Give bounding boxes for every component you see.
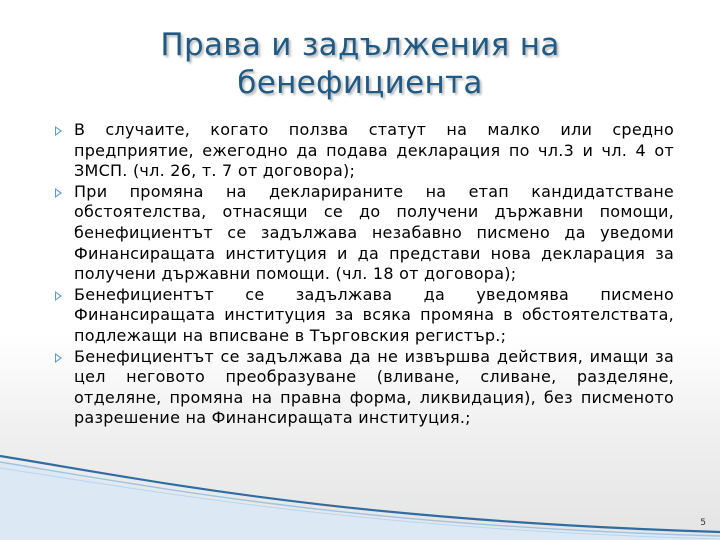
bullet-text: В случаите, когато ползва статут на малко или средно предприятие, ежегодно да подава декларация по чл.3 и чл. 4 от ЗМСП. (чл. 26, т. 7 от договора); bbox=[74, 120, 674, 181]
bullet-arrow-icon bbox=[55, 188, 62, 198]
bullet-item bbox=[50, 347, 674, 429]
bullet-text: При промяна на декларираните на етап кандидатстване обстоятелства, отнасящи се до получени държавни помощи, бенефициентът се задължава незабавно писмено да уведоми Финансиращата институция и да представи нова декларация за получени държавни помощи. (чл. 18 от договора); bbox=[74, 181, 674, 284]
bullet-list bbox=[50, 120, 674, 429]
bullet-text: Бенефициентът се задължава да уведомява писмено Финансиращата институция за всяка промяна в обстоятелствата, подлежащи на вписване в Търговския регистър.; bbox=[74, 284, 674, 345]
bullet-text: Бенефициентът се задължава да не извършва действия, имащи за цел неговото преобразуване (вливане, сливане, разделяне, отделяне, промяна на правна форма, ликвидация), без писменото разрешение на Финансиращата институция.; bbox=[74, 346, 674, 428]
bullet-item bbox=[50, 120, 674, 182]
bullet-arrow-icon bbox=[55, 126, 62, 136]
slide-title-line-1: Права и задължения на bbox=[160, 27, 560, 63]
bullet-arrow-icon bbox=[55, 291, 62, 301]
bullet-arrow-icon bbox=[55, 353, 62, 363]
decorative-wave bbox=[0, 450, 720, 540]
slide-title bbox=[100, 26, 620, 102]
bullet-item bbox=[50, 182, 674, 285]
page-number: 5 bbox=[700, 518, 706, 528]
slide-title-line-2: бенефициента bbox=[237, 65, 483, 101]
bullet-item bbox=[50, 285, 674, 347]
